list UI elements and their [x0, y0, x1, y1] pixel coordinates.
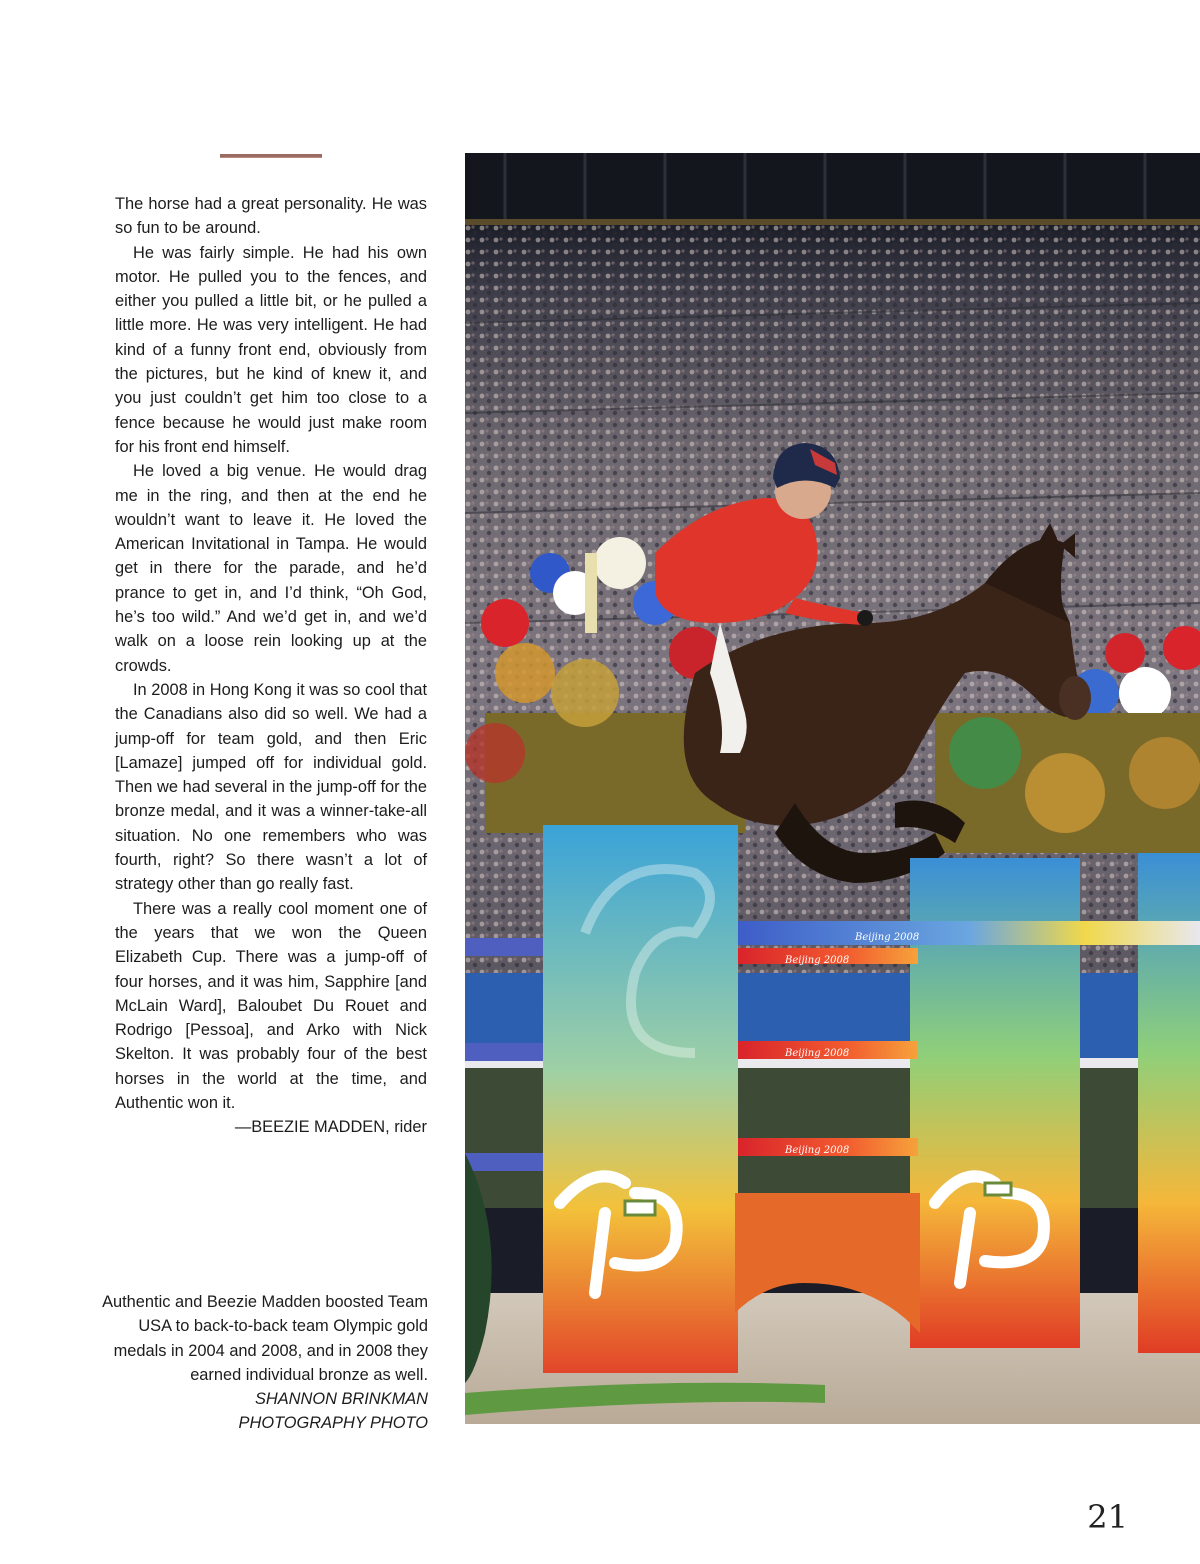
paragraph: He loved a big venue. He would drag me in the ring, and then at the end he wouldn’t want to leave it. He loved the American Invitational in Tampa. He would get in there for the parade, and he’d prance to get in, and I’d think, “Oh God, he’s too wild.” And we’d get in, and we’d walk on a loose rein looking up at the crowds.: [115, 462, 427, 675]
byline-name: —BEEZIE MADDEN: [234, 1118, 386, 1137]
paragraph: The horse had a great personality. He was so fun to be around.: [115, 195, 427, 238]
photo-credit-line-1: SHANNON BRINKMAN: [254, 1390, 428, 1409]
page-number: 21: [1087, 1498, 1128, 1536]
decorative-rule: [220, 154, 322, 158]
byline: [115, 1115, 427, 1139]
byline-role: , rider: [385, 1118, 427, 1137]
rail-logo-text: Beijing 2008: [785, 1145, 850, 1156]
paragraph: He was fairly simple. He had his own motor. He pulled you to the fences, and either you pulled a little bit, or he pulled a little more. He was very intelligent. He had kind of a funny front end, obviously from the pictures, but he kind of knew it, and you just couldn’t get him too close to a fence because he would just make room for his front end himself.: [115, 243, 427, 456]
caption-text: Authentic and Beezie Madden boosted Team USA to back-to-back team Olympic gold medals in 2004 and 2008, and in 2008 they earned individual bronze as well.: [102, 1293, 428, 1384]
photo-credit-line-2: PHOTOGRAPHY PHOTO: [238, 1414, 428, 1433]
article-body: [115, 192, 427, 1140]
rail-logo-text: Beijing 2008: [785, 1048, 850, 1059]
rail-logo-text: Beijing 2008: [855, 932, 920, 943]
paragraph: In 2008 in Hong Kong it was so cool that the Canadians also did so well. We had a jump-off for team gold, and then Eric [Lamaze] jumped off for individual gold. Then we had several in the jump-off for the bronze medal, and it was a winner-take-all situation. No one remembers who was fourth, right? So there wasn’t a lot of strategy other than go really fast.: [115, 680, 427, 894]
photo-caption: [100, 1290, 428, 1436]
rail-logo-text: Beijing 2008: [785, 955, 850, 966]
paragraph: There was a really cool moment one of the years that we won the Queen Elizabeth Cup. There was a jump-off of four horses, and it was him, Sapphire [and McLain Ward], Baloubet Du Rouet and Rodrigo [Pessoa], and Arko with Nick Skelton. It was probably four of the best horses in the world at the time, and Authentic won it.: [115, 899, 427, 1112]
show-jumping-photo: [465, 153, 1200, 1424]
